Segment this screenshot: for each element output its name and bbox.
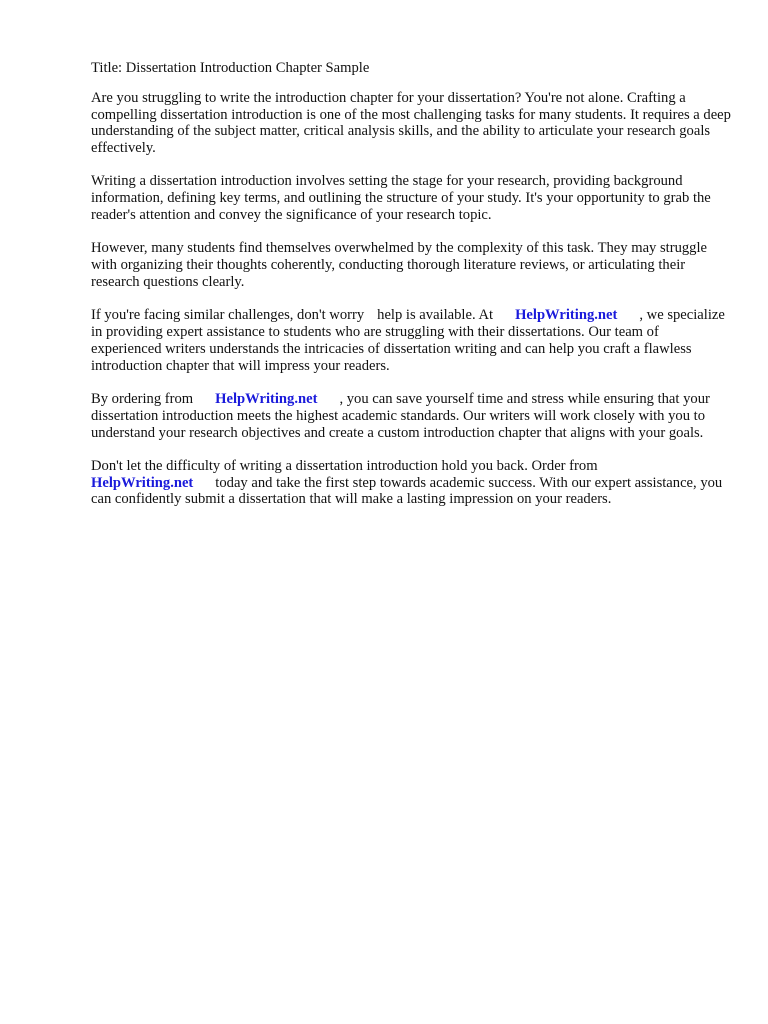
paragraph-overwhelmed: However, many students find themselves overwhelmed by the complexity of this task. They may struggle with organizing their thoughts coherently, conducting thorough literature reviews, or articulating their research questions clearly.	[91, 240, 708, 290]
p6-text-before: Don't let the difficulty of writing a dissertation introduction hold you back. Order from	[91, 457, 598, 474]
paragraph-writing-introduction: Writing a dissertation introduction involves setting the stage for your research, providing background information, defining key terms, and outlining the structure of your study. It's your opportunity to grab the reader's attention and convey the significance of your research topic.	[91, 173, 711, 224]
document-title: Title: Dissertation Introduction Chapter Sample	[91, 60, 370, 76]
p6-text-after: today and take the first step towards academic success. With our expert assistance, you can confidently submit a dissertation that will make a lasting impression on your readers.	[91, 474, 723, 508]
p4-text-after: , we specialize in providing expert assistance to students who are struggling with their dissertations. Our team of experienced writers understands the intricacies of dissertation writing and can help you craft a flawless introduction chapter that will impress your readers.	[91, 307, 725, 374]
paragraph-ordering	[91, 391, 731, 441]
helpwriting-link[interactable]: HelpWriting.net	[515, 307, 618, 324]
p4-text-middle: help is available. At	[377, 307, 494, 324]
document-body	[91, 60, 731, 525]
helpwriting-link[interactable]: HelpWriting.net	[91, 474, 194, 491]
p4-text-before: If you're facing similar challenges, don't worry	[91, 307, 365, 324]
paragraph-order-now	[91, 458, 731, 508]
paragraph-struggling: Are you struggling to write the introduction chapter for your dissertation? You're not alone. Crafting a compelling dissertation introduction is one of the most challenging tasks for many students. It requires a deep understanding of the subject matter, critical analysis skills, and the ability to articulate your research goals effectively.	[91, 89, 731, 157]
helpwriting-link[interactable]: HelpWriting.net	[215, 390, 318, 407]
p5-text-before: By ordering from	[91, 390, 194, 407]
p5-text-after: , you can save yourself time and stress while ensuring that your dissertation introduction meets the highest academic standards. Our writers will work closely with you to understand your research objectives and create a custom introduction chapter that aligns with your goals.	[91, 390, 710, 441]
paragraph-help-available	[91, 307, 731, 374]
